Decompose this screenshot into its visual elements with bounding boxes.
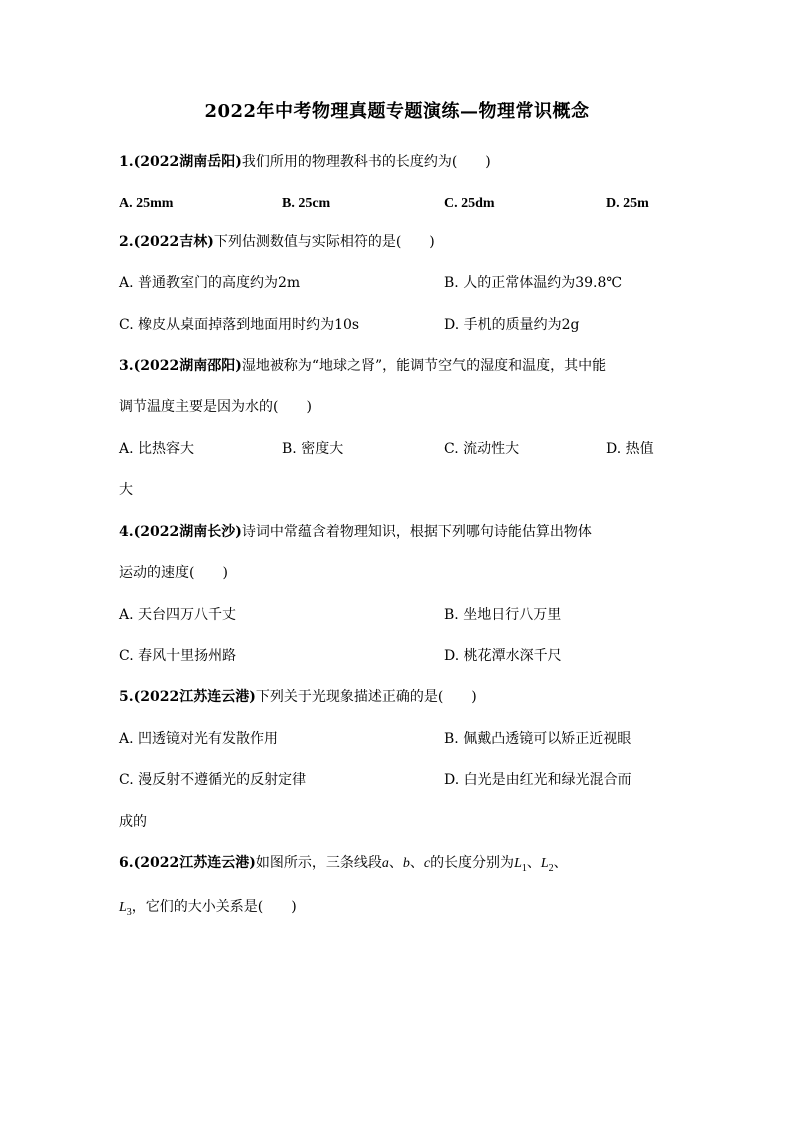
- page-title: 2022年中考物理真题专题演练—物理常识概念: [204, 101, 590, 122]
- option-d: D. 25m: [606, 196, 649, 211]
- question-stem-mid: 的长度分别为: [430, 855, 515, 871]
- question-number: 2.: [119, 234, 134, 250]
- question-2: [119, 231, 435, 253]
- option-d: D. 热值: [606, 441, 654, 457]
- option-b: B. 佩戴凸透镜可以矫正近视眼: [444, 731, 632, 747]
- question-stem: 诗词中常蕴含着物理知识，根据下列哪句诗能估算出物体: [241, 524, 592, 540]
- question-number: 1.: [119, 154, 134, 170]
- option-c: C. 流动性大: [444, 441, 520, 457]
- option-d-wrap: 成的: [119, 814, 147, 830]
- subscript: 1: [521, 862, 527, 874]
- variable-c: c: [423, 856, 431, 871]
- question-number: 5.: [119, 689, 134, 705]
- option-d: D. 手机的质量约为2g: [444, 317, 580, 333]
- separator: 、: [409, 855, 424, 871]
- question-stem: 下列关于光现象描述正确的是( ): [255, 689, 477, 705]
- option-a: A. 凹透镜对光有发散作用: [119, 731, 279, 747]
- symbol-l: L: [119, 900, 127, 915]
- separator: 、: [388, 855, 403, 871]
- question-stem: 我们所用的物理教科书的长度约为( ): [241, 154, 491, 170]
- question-stem: 下列估测数值与实际相符的是( ): [213, 234, 435, 250]
- question-4-continued: 运动的速度( ): [119, 565, 228, 581]
- option-b: B. 25cm: [282, 196, 331, 211]
- variable-l3: [119, 900, 132, 918]
- question-stem: 湿地被称为“地球之肾”，能调节空气的湿度和温度，其中能: [241, 358, 607, 374]
- option-b: B. 坐地日行八万里: [444, 607, 562, 623]
- variable-l1: [514, 856, 527, 874]
- symbol-l: L: [514, 856, 522, 871]
- question-3: [119, 355, 606, 377]
- option-a: A. 比热容大: [119, 441, 195, 457]
- option-a: A. 普通教室门的高度约为2m: [119, 275, 301, 291]
- subscript: 2: [548, 862, 554, 874]
- variable-b: b: [402, 856, 410, 871]
- question-stem-end: ，它们的大小关系是( ): [131, 899, 297, 915]
- question-source: (2022湖南岳阳): [133, 154, 242, 170]
- option-b: B. 密度大: [282, 441, 344, 457]
- question-source: (2022湖南邵阳): [133, 358, 242, 374]
- question-number: 4.: [119, 524, 134, 540]
- option-c: C. 橡皮从桌面掉落到地面用时约为10s: [119, 317, 360, 333]
- option-d: D. 桃花潭水深千尺: [444, 648, 562, 664]
- question-stem: 如图所示，三条线段: [255, 855, 382, 871]
- option-d-wrap: 大: [119, 482, 133, 498]
- question-source: (2022湖南长沙): [133, 524, 242, 540]
- option-a: A. 25mm: [119, 196, 174, 211]
- separator: 、: [553, 855, 568, 871]
- symbol-l: L: [540, 856, 549, 871]
- question-1: [119, 151, 491, 173]
- question-6: [119, 852, 568, 880]
- question-6-continued: [119, 896, 297, 924]
- variable-a: a: [381, 856, 389, 871]
- question-source: (2022江苏连云港): [133, 689, 256, 705]
- question-5: [119, 686, 477, 708]
- question-source: (2022江苏连云港): [133, 855, 256, 871]
- separator: 、: [526, 855, 541, 871]
- option-a: A. 天台四万八千丈: [119, 607, 237, 623]
- option-d: D. 白光是由红光和绿光混合而: [444, 772, 632, 788]
- question-number: 6.: [119, 855, 134, 871]
- option-b: B. 人的正常体温约为39.8℃: [444, 275, 623, 291]
- option-c: C. 春风十里扬州路: [119, 648, 237, 664]
- question-4: [119, 521, 592, 543]
- variable-l2: [540, 856, 554, 874]
- option-c: C. 25dm: [444, 196, 495, 211]
- question-3-continued: 调节温度主要是因为水的( ): [119, 399, 312, 415]
- question-number: 3.: [119, 358, 134, 374]
- subscript: 3: [126, 906, 132, 918]
- option-c: C. 漫反射不遵循光的反射定律: [119, 772, 307, 788]
- question-source: (2022吉林): [133, 234, 214, 250]
